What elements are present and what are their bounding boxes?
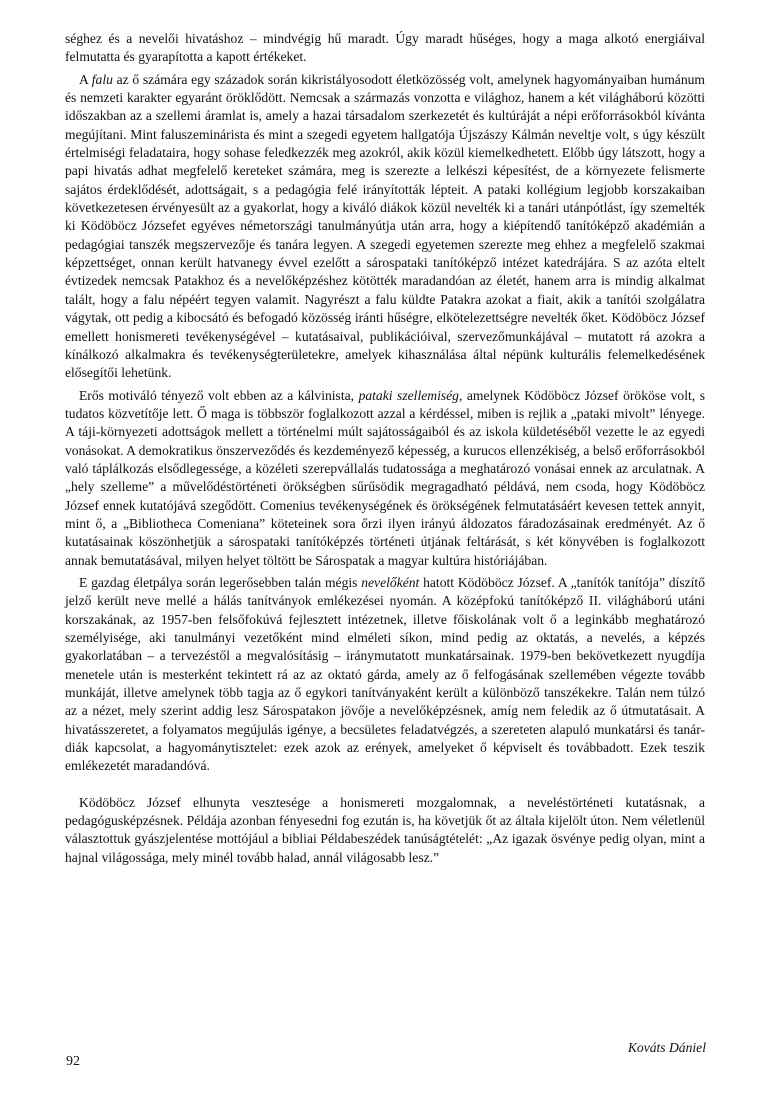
paragraph-3 — [65, 387, 705, 570]
italic-phrase: pataki szellemiség — [358, 387, 459, 403]
text-run: E gazdag életpálya során legerősebben talán mégis — [79, 574, 362, 590]
text-run: az ő számára egy századok során kikristályosodott életközösség volt, amelynek hagyományaiban humánum és nemzeti karakter egyaránt öröklődött. Nemcsak a származás vonzotta e világhoz, hanem a két világháború közötti időszakban az a szellemi áramlat is, amely a hazai társadalom szerkezetét és kultúráját a népi erőforrásokból kívánta megújítani. Mint faluszeminárista és mint a szegedi egyetem hallgatója Újszászy Kálmán neveltje volt, s úgy készült értelmiségi feladataira, hogy sohase feledkezzék meg azokról, akik közül kiemelkedhetett. Előbb úgy látszott, hogy a papi hivatás adhat megfelelő kereteket számára, meg is szerezte a lelkészi képesítést, de a környezete felismerte sajátos érdeklődését, adottságait, s a pedagógia felé irányították lépteit. A pataki kollégium legjobb korszakaiban következetesen érvényesült az a gyakorlat, hogy a kiváló diákok közül nevelték ki a tanári utánpótlást, így szemelték ki Ködöböcz Józsefet egyéves németországi tanulmányútja után arra, hogy a kiépítendő tanítóképző akadémián a pedagógiai tanszék megszervezője és tanára legyen. A szegedi egyetemen szerezte meg ehhez a megfelelő szakmai képzettséget, onnan került hatvanegy évvel ezelőtt a sárospataki tanítóképző intézet katedrájára. S az azóta eltelt évtizedek nemcsak Patakhoz és a nevelőképzéshez kötötték maradandóan az életét, hanem arra is mindig alkalmat talált, hogy a falu népéért tegyen valamit. Nagyrészt a falu küldte Patakra azokat a fiait, akik a tanítói szolgálatra vágytak, ott pedig a kibocsátó és befogadó közösség iránti hűségre, elkötelezettségre nevelték őket. Ködöböcz József emellett honismereti tevékenységével – kutatásaival, publikációival, szervezőmunkájával – mutatott rá azokra a kínálkozó alkalmakra és tevékenységterületekre, amelyek kihasználása által népünk kulturális felemelkedésének elősegítői lehetünk. — [65, 71, 705, 381]
italic-phrase: nevelőként — [361, 574, 420, 590]
paragraph-4 — [65, 574, 705, 776]
text-run: Erős motiváló tényező volt ebben az a kálvinista, — [79, 387, 359, 403]
text-run: séghez és a nevelői hivatáshoz – mindvégig hű maradt. Úgy maradt hűséges, hogy a maga alkotó energiáival felmutatta és gyarapította a kapott értékeket. — [65, 31, 705, 65]
text-run: A — [79, 71, 92, 87]
paragraph-2 — [65, 71, 705, 383]
page-number: 92 — [66, 1054, 80, 1069]
article-body — [65, 30, 705, 867]
author-signature: Kováts Dániel — [627, 1040, 706, 1055]
text-run: , amelynek Ködöböcz József örököse volt, s tudatos közvetítője lett. Ő maga is többször foglalkozott azzal a kérdéssel, miben is rejlik a „pataki mivolt” lényege. A táji-környezeti adottságok mellett a történelmi múlt sajátosságaiból és az iskola küldetéséből vezette le az egyedi vonásokat. A demokratikus önszerveződés és kezdeményező képesség, a kurucos ellenzékiség, a belső erőforrásokból való táplálkozás elsődlegessége, a közéleti szerepvállalás tudatossága a meghatározó vonásai ennek az arculatnak. A „hely szelleme” a művelődéstörténeti örökségben sűrűsödik megragadható példává, nem csoda, hogy Ködöböcz József ennek kutatójává szegődött. Comenius tevékenységének és örökségének felmutatásáért kevesen tettek annyit, mint ő, a „Bibliotheca Comeniana” köteteinek sora őrzi ilyen irányú áldozatos fáradozásainak eredményét. Az ő kutatásainak köszönhetjük a sárospataki tanítóképzés történeti útjának feltárását, s két könyvében is foglalkozott annak bemutatásával, milyen helyet töltött be Sárospatak a magyar kultúra históriájában. — [65, 387, 705, 568]
italic-phrase: falu — [91, 71, 113, 87]
text-run: hatott Ködöböcz József. A „tanítók tanítója” díszítő jelző került neve mellé a hálás tanítványok emlékezései nyomán. A középfokú tanítóképző II. világháború utáni korszakának, az 1957-ben felsőfokúvá fejlesztett intézetnek, illetve főiskolának volt ő a leginkább meghatározó személyisége, aki tanulmányi vezetőként mind elméleti síkon, mind pedig az oktatás, a nevelés, a képzés gyakorlatában – a tervezéstől a megvalósításig – iránymutatott munkatársainak. 1979-ben bekövetkezett nyugdíja menetele után is mesterként tekintett rá az az oktató gárda, amely az ő felfogásának szellemében végezte tovább munkáját, illetve amelynek több tagja az ő egykori tanítványaként került a különböző tanszékekre. Talán nem túlzó az a nézet, mely szerint addig lesz Sárospatakon jövője a nevelőképzésnek, amíg nem feledik az ő útmutatásait. A hivatásszeretet, a folyamatos megújulás igénye, a becsületes feladatvégzés, a szereteten alapuló munkatársi és tanár-diák kapcsolat, a hagyománytisztelet: ezek azok az erények, amelyeket ő képviselt és továbbadott. Ezek teszik emlékezetét maradandóvá. — [65, 574, 706, 774]
paragraph-1 — [65, 30, 705, 67]
text-run: Ködöböcz József elhunyta vesztesége a honismereti mozgalomnak, a neveléstörténeti kutatásnak, a pedagógusképzésnek. Példája azonban fényesedni fog ezután is, ha követjük őt az általa kijelölt úton. Nem véletlenül választottuk gyászjelentése mottójául a bibliai Példabeszédek tanúságtételét: „Az igazak ösvénye pedig olyan, mint a hajnal világossága, mely minél tovább halad, annál világosabb lesz.” — [65, 794, 705, 865]
paragraph-5 — [65, 794, 705, 867]
